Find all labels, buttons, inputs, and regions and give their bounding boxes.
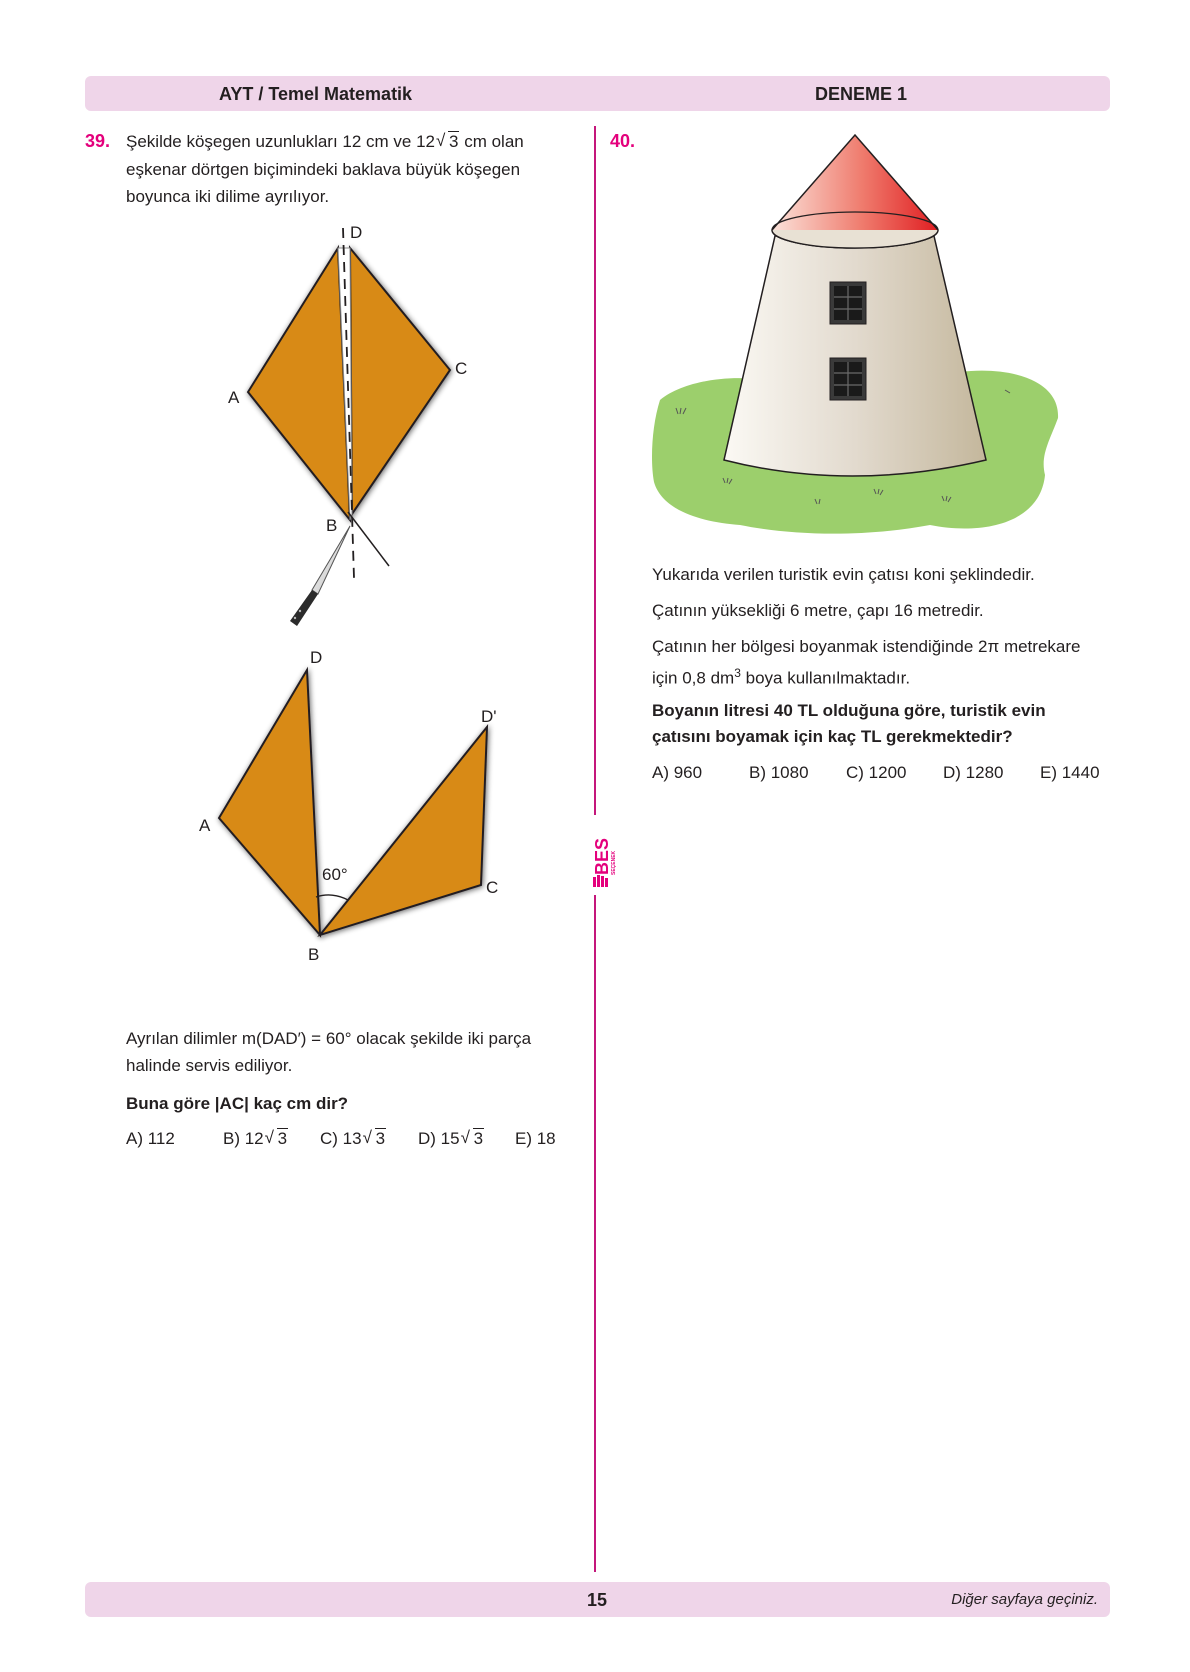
slice-left — [219, 670, 320, 935]
logo-subtext: SEÇENEK — [611, 850, 617, 875]
question-39-intro-line2: eşkenar dörtgen biçimindeki baklava büyük köşegen — [126, 160, 521, 179]
question-40-paragraph3-line2: için 0,8 $dm^3$ boya kullanılmaktadır. — [652, 666, 911, 688]
window-upper — [830, 282, 866, 324]
tower-wall — [724, 236, 986, 476]
figure1-label-C: C — [455, 359, 468, 378]
option-d[interactable]: D) 1280 — [943, 763, 1004, 782]
figure2-label-A: A — [199, 816, 211, 835]
option-d[interactable]: D) 15√ 3 — [418, 1129, 484, 1149]
angle-label: 60° — [322, 865, 348, 884]
question-39-number: 39. — [85, 131, 111, 151]
slice-right — [320, 727, 487, 935]
option-a[interactable]: A) 112 — [126, 1129, 175, 1148]
window-lower — [830, 358, 866, 400]
logo-text: BES — [592, 837, 612, 875]
intro-text-a: Şekilde köşegen uzunlukları 12 cm ve 12 — [126, 132, 436, 151]
question-39-intro-line3: boyunca iki dilime ayrılıyor. — [126, 187, 330, 206]
next-page-note: Diğer sayfaya geçiniz. — [951, 1591, 1098, 1608]
angle-arc — [316, 895, 348, 900]
option-c[interactable]: C) 13√ 3 — [320, 1129, 386, 1149]
question-40-prompt-line1: Boyanın litresi 40 TL olduğuna göre, turistik evin — [652, 701, 1046, 720]
exam-name: DENEME 1 — [815, 84, 908, 104]
option-e[interactable]: E) 18 — [515, 1129, 556, 1148]
option-b[interactable]: B) 12√ 3 — [223, 1129, 288, 1149]
option-e[interactable]: E) 1440 — [1040, 763, 1100, 782]
option-a[interactable]: A) 960 — [652, 763, 703, 782]
question-40-paragraph2: Çatının yüksekliği 6 metre, çapı 16 metredir. — [652, 601, 984, 620]
figure2-label-D: D — [310, 648, 323, 667]
question-39-after-line2: halinde servis ediliyor. — [126, 1056, 293, 1075]
figure1-label-A: A — [228, 388, 240, 407]
figure2-label-Dprime: D' — [481, 707, 497, 726]
question-40-number: 40. — [610, 131, 636, 151]
option-c[interactable]: C) 1200 — [846, 763, 907, 782]
question-40-prompt-line2: çatısını boyamak için kaç TL gerekmektedir? — [652, 727, 1013, 746]
intro-text-b: cm olan — [464, 132, 524, 151]
question-40-paragraph3-line1: Çatının her bölgesi boyanmak istendiğinde 2π metrekare — [652, 637, 1081, 656]
figure2-label-B: B — [308, 945, 320, 964]
option-b[interactable]: B) 1080 — [749, 763, 809, 782]
windmill-house-figure — [0, 0, 1190, 560]
question-39-options — [126, 1129, 586, 1155]
footer-bar — [85, 1582, 1110, 1617]
question-39-after-line1: Ayrılan dilimler m(DAD′) = 60° olacak şekilde iki parça — [126, 1029, 532, 1048]
bes-logo — [585, 815, 615, 895]
question-40-options — [652, 763, 1112, 789]
figure2-label-C: C — [486, 878, 499, 897]
figure1-label-D: D — [350, 223, 363, 242]
exam-section-title: AYT / Temel Matematik — [219, 84, 413, 104]
question-40-paragraph1: Yukarıda verilen turistik evin çatısı koni şeklindedir. — [652, 565, 1035, 584]
question-39-prompt: Buna göre |AC| kaç cm dir? — [126, 1094, 349, 1113]
figure1-label-B: B — [326, 516, 338, 535]
page-number: 15 — [587, 1590, 608, 1610]
sqrt-symbol: √ 3 — [436, 129, 459, 155]
